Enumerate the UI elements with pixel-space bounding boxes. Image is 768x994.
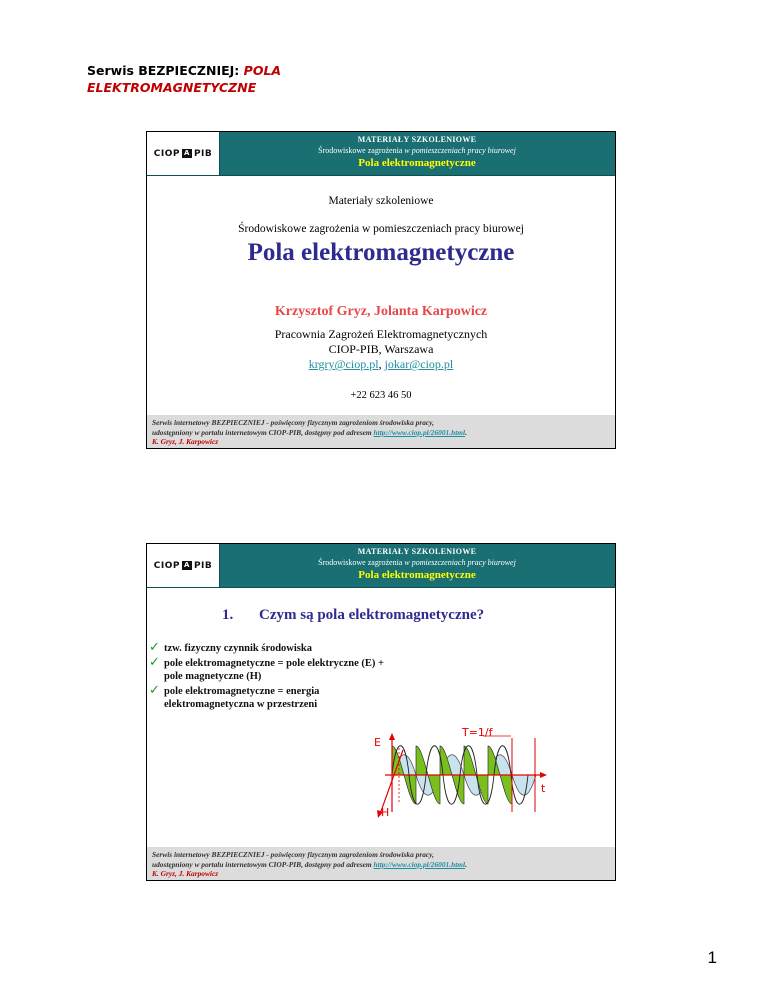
footer-authors: K. Gryz, J. Karpowicz — [152, 869, 219, 878]
footer-line-1: Serwis internetowy BEZPIECZNIEJ - poświęcony fizycznym zagrożeniom środowiska pracy, — [152, 850, 435, 859]
header-highlight-2: ELEKTROMAGNETYCZNE — [87, 80, 257, 95]
header-highlight-1: POLA — [243, 63, 282, 78]
bullet-item: ✓ pole elektromagnetyczne = pole elektryczne (E) + pole magnetyczne (H) — [149, 655, 384, 682]
banner-text — [219, 547, 615, 583]
checkmark-icon: ✓ — [149, 655, 160, 670]
label-E: E — [374, 736, 381, 749]
bullet-item: ✓ tzw. fizyczny czynnik środowiska — [149, 640, 312, 655]
ciop-pib-logo: CIOP A PIB — [153, 560, 213, 571]
footer-line-1: Serwis internetowy BEZPIECZNIEJ - poświęcony fizycznym zagrożeniom środowiska pracy, — [152, 418, 435, 427]
institute-name: CIOP-PIB, Warszawa — [328, 342, 434, 356]
phone-number: +22 623 46 50 — [350, 390, 412, 401]
slide-footer — [147, 847, 615, 880]
slide-footer — [147, 415, 615, 448]
slide-2 — [146, 543, 616, 881]
document-header — [87, 62, 281, 96]
banner-line-2: Środowiskowe zagrożenia w pomieszczeniach pracy biurowej — [318, 146, 516, 155]
footer-authors: K. Gryz, J. Karpowicz — [152, 437, 219, 446]
logo-box — [147, 544, 220, 587]
banner-line-1: MATERIAŁY SZKOLENIOWE — [357, 135, 477, 144]
header-lead: Serwis BEZPIECZNIEJ: — [87, 63, 240, 78]
banner-text — [219, 135, 615, 171]
slide-banner — [147, 132, 615, 176]
footer-link[interactable]: http://www.ciop.pl/26001.html — [373, 859, 466, 869]
banner-line-3: Pola elektromagnetyczne — [358, 569, 476, 581]
label-H: H — [381, 806, 390, 818]
bullet-item: ✓ pole elektromagnetyczne = energia elektromagnetyczna w przestrzeni — [149, 683, 320, 710]
slide-1 — [146, 131, 616, 449]
footer-line-2: udostępniony w portalu internetowym CIOP-PIB, dostępny pod adresem http://www.ciop.pl/26001.html. — [152, 427, 467, 437]
email-link-2[interactable]: jokar@ciop.pl — [384, 357, 454, 371]
logo-box — [147, 132, 220, 175]
checkmark-icon: ✓ — [149, 640, 160, 655]
slide-authors: Krzysztof Gryz, Jolanta Karpowicz — [274, 304, 488, 319]
checkmark-icon: ✓ — [149, 683, 160, 698]
section-number: 1. — [222, 607, 234, 623]
footer-line-2: udostępniony w portalu internetowym CIOP-PIB, dostępny pod adresem http://www.ciop.pl/26001.html. — [152, 859, 467, 869]
ciop-pib-logo: CIOP A PIB — [153, 148, 213, 159]
bullet-list — [147, 642, 384, 713]
email-line: krgry@ciop.pl, jokar@ciop.pl — [308, 357, 454, 371]
slide-banner — [147, 544, 615, 588]
slide-context: Środowiskowe zagrożenia w pomieszczeniach pracy biurowej — [238, 223, 524, 235]
affiliation — [147, 327, 615, 372]
lab-name: Pracownia Zagrożeń Elektromagnetycznych — [274, 327, 488, 341]
slide-title: Pola elektromagnetyczne — [247, 239, 515, 266]
footer-link[interactable]: http://www.ciop.pl/26001.html — [373, 427, 466, 437]
page-number: 1 — [707, 948, 717, 967]
em-wave-diagram — [365, 728, 550, 818]
label-t: t — [541, 782, 546, 795]
slide-subtitle: Materiały szkoleniowe — [328, 195, 434, 207]
banner-line-1: MATERIAŁY SZKOLENIOWE — [357, 547, 477, 556]
email-link-1[interactable]: krgry@ciop.pl — [308, 357, 379, 371]
section-title: Czym są pola elektromagnetyczne? — [259, 607, 485, 623]
banner-line-3: Pola elektromagnetyczne — [358, 157, 476, 169]
label-period: T=1/f — [462, 728, 493, 739]
banner-line-2: Środowiskowe zagrożenia w pomieszczeniach pracy biurowej — [318, 558, 516, 567]
